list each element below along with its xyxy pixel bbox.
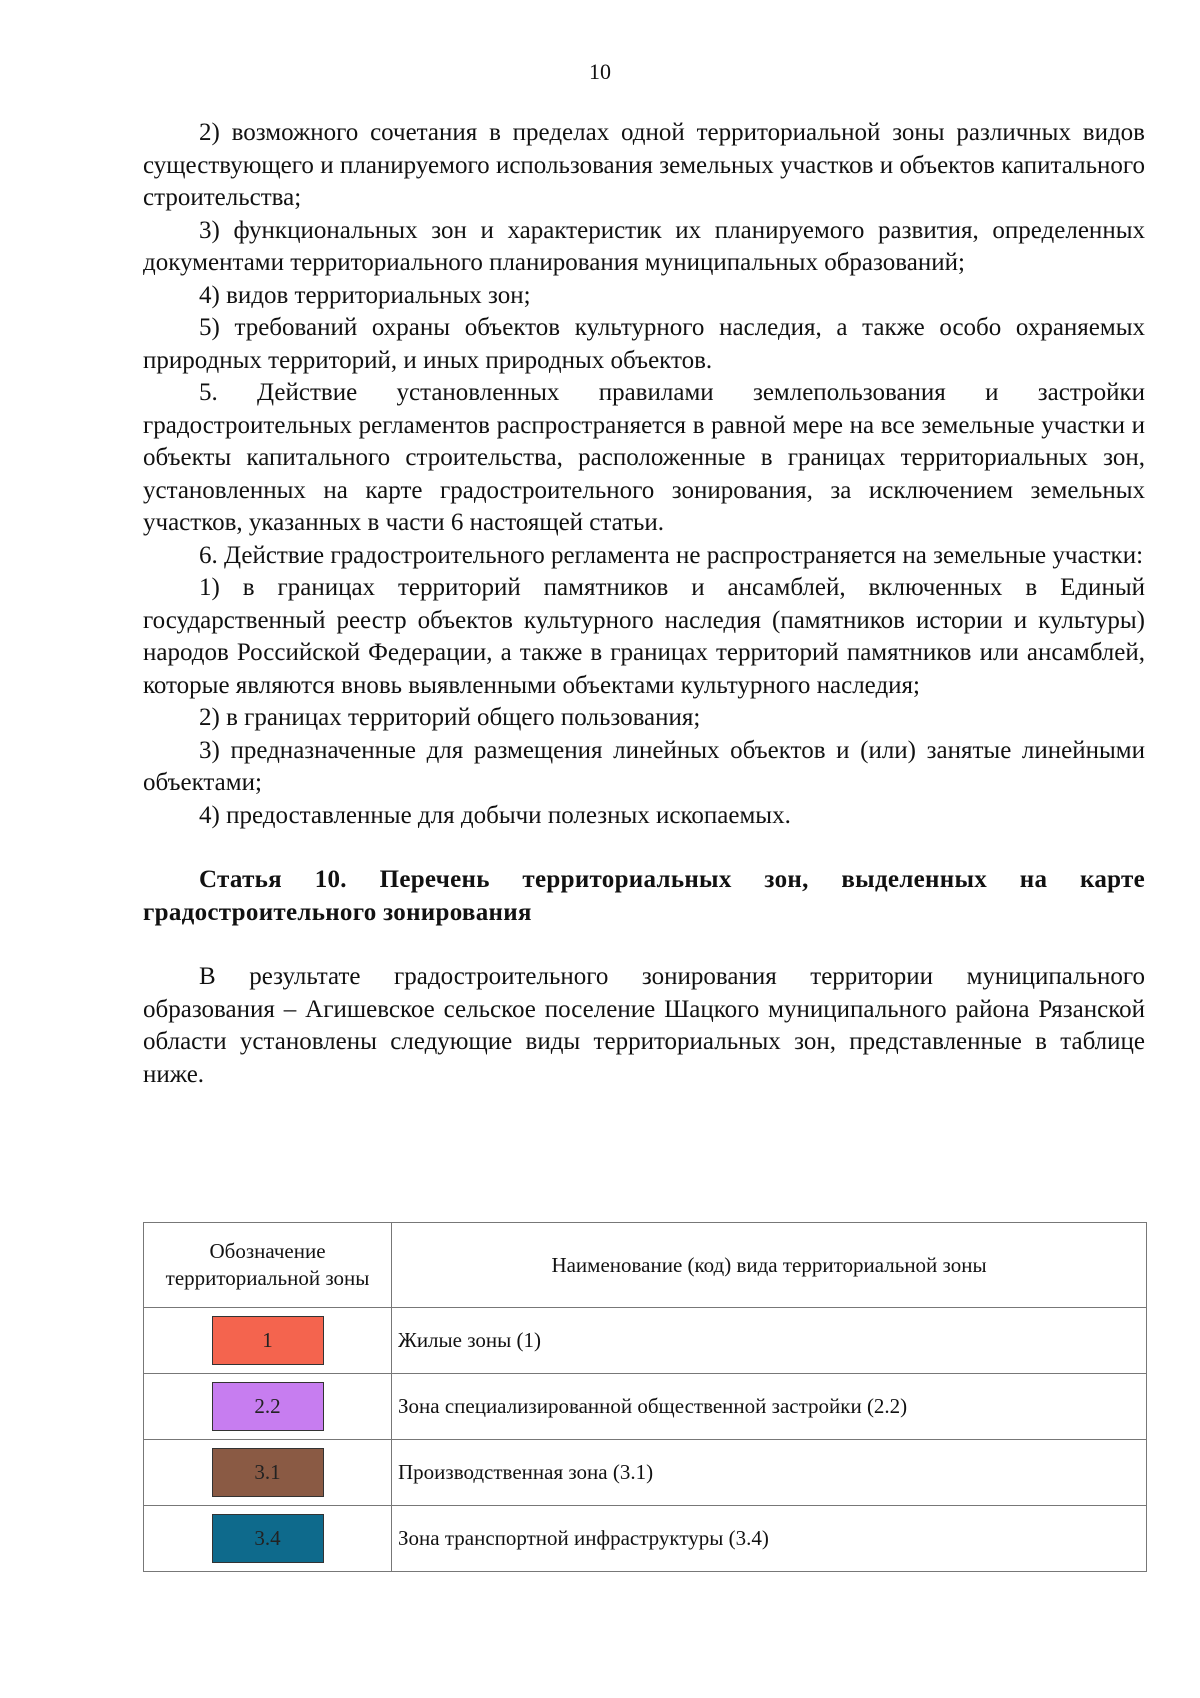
- zone-code-cell: [144, 1440, 392, 1506]
- zone-name-cell: Зона специализированной общественной застройки (2.2): [392, 1374, 1147, 1440]
- paragraph: 2) в границах территорий общего пользования;: [199, 704, 701, 731]
- header-zone-code: Обозначение территориальной зоны: [144, 1223, 392, 1308]
- zone-color-swatch: 3.1: [212, 1448, 324, 1497]
- zone-table: [143, 1222, 1147, 1572]
- table-row: [144, 1374, 1147, 1440]
- zone-code-cell: [144, 1308, 392, 1374]
- article-heading: Статья 10. Перечень территориальных зон, выделенных на карте градостроительного зонирования: [143, 866, 1145, 926]
- header-zone-name: Наименование (код) вида территориальной зоны: [392, 1223, 1147, 1308]
- zone-code-cell: [144, 1374, 392, 1440]
- paragraph: 5) требований охраны объектов культурного наследия, а также особо охраняемых природных территорий, и иных природных объектов.: [143, 314, 1145, 374]
- zone-color-swatch: 1: [212, 1316, 324, 1365]
- paragraph: 4) предоставленные для добычи полезных ископаемых.: [199, 801, 791, 829]
- zone-name-cell: Жилые зоны (1): [392, 1308, 1147, 1374]
- zone-color-swatch: 2.2: [212, 1382, 324, 1431]
- zone-name-cell: Производственная зона (3.1): [392, 1440, 1147, 1506]
- zone-color-swatch: 3.4: [212, 1514, 324, 1563]
- paragraph: 6. Действие градостроительного регламента не распространяется на земельные участки:: [199, 541, 1144, 569]
- paragraph: 3) предназначенные для размещения линейных объектов и (или) занятые линейными объектами;: [143, 736, 1145, 796]
- zone-code-cell: [144, 1506, 392, 1572]
- paragraph: 3) функциональных зон и характеристик их планируемого развития, определенных документами территориального планирования муниципальных образований;: [143, 216, 1145, 276]
- table-row: [144, 1506, 1147, 1572]
- table-row: [144, 1308, 1147, 1374]
- paragraph: 1) в границах территорий памятников и ансамблей, включенных в Единый государственный реестр объектов культурного наследия (памятников истории и культуры) народов Российской Федерации, а также в границах территорий памятников или ансамблей, которые являются вновь выявленными объектами культурного наследия;: [143, 574, 1145, 699]
- table-header-row: [144, 1223, 1147, 1308]
- page-number: 10: [589, 59, 611, 84]
- document-body: [143, 117, 1145, 1091]
- paragraph: 4) видов территориальных зон;: [199, 281, 531, 309]
- paragraph: 5. Действие установленных правилами землепользования и застройки градостроительных регламентов распространяется в равной мере на все земельные участки и объекты капитального строительства, расположенные в границах территориальных зон, установленных на карте градостроительного зонирования, за исключением земельных участков, указанных в части 6 настоящей статьи.: [143, 379, 1145, 536]
- zone-name-cell: Зона транспортной инфраструктуры (3.4): [392, 1506, 1147, 1572]
- table-row: [144, 1440, 1147, 1506]
- intro-paragraph: В результате градостроительного зонирования территории муниципального образования – Агишевское сельское поселение Шацкого муниципального района Рязанской области установлены следующие виды территориальных зон, представленные в таблице ниже.: [143, 963, 1145, 1088]
- paragraph: 2) возможного сочетания в пределах одной территориальной зоны различных видов существующего и планируемого использования земельных участков и объектов капитального строительства;: [143, 119, 1145, 211]
